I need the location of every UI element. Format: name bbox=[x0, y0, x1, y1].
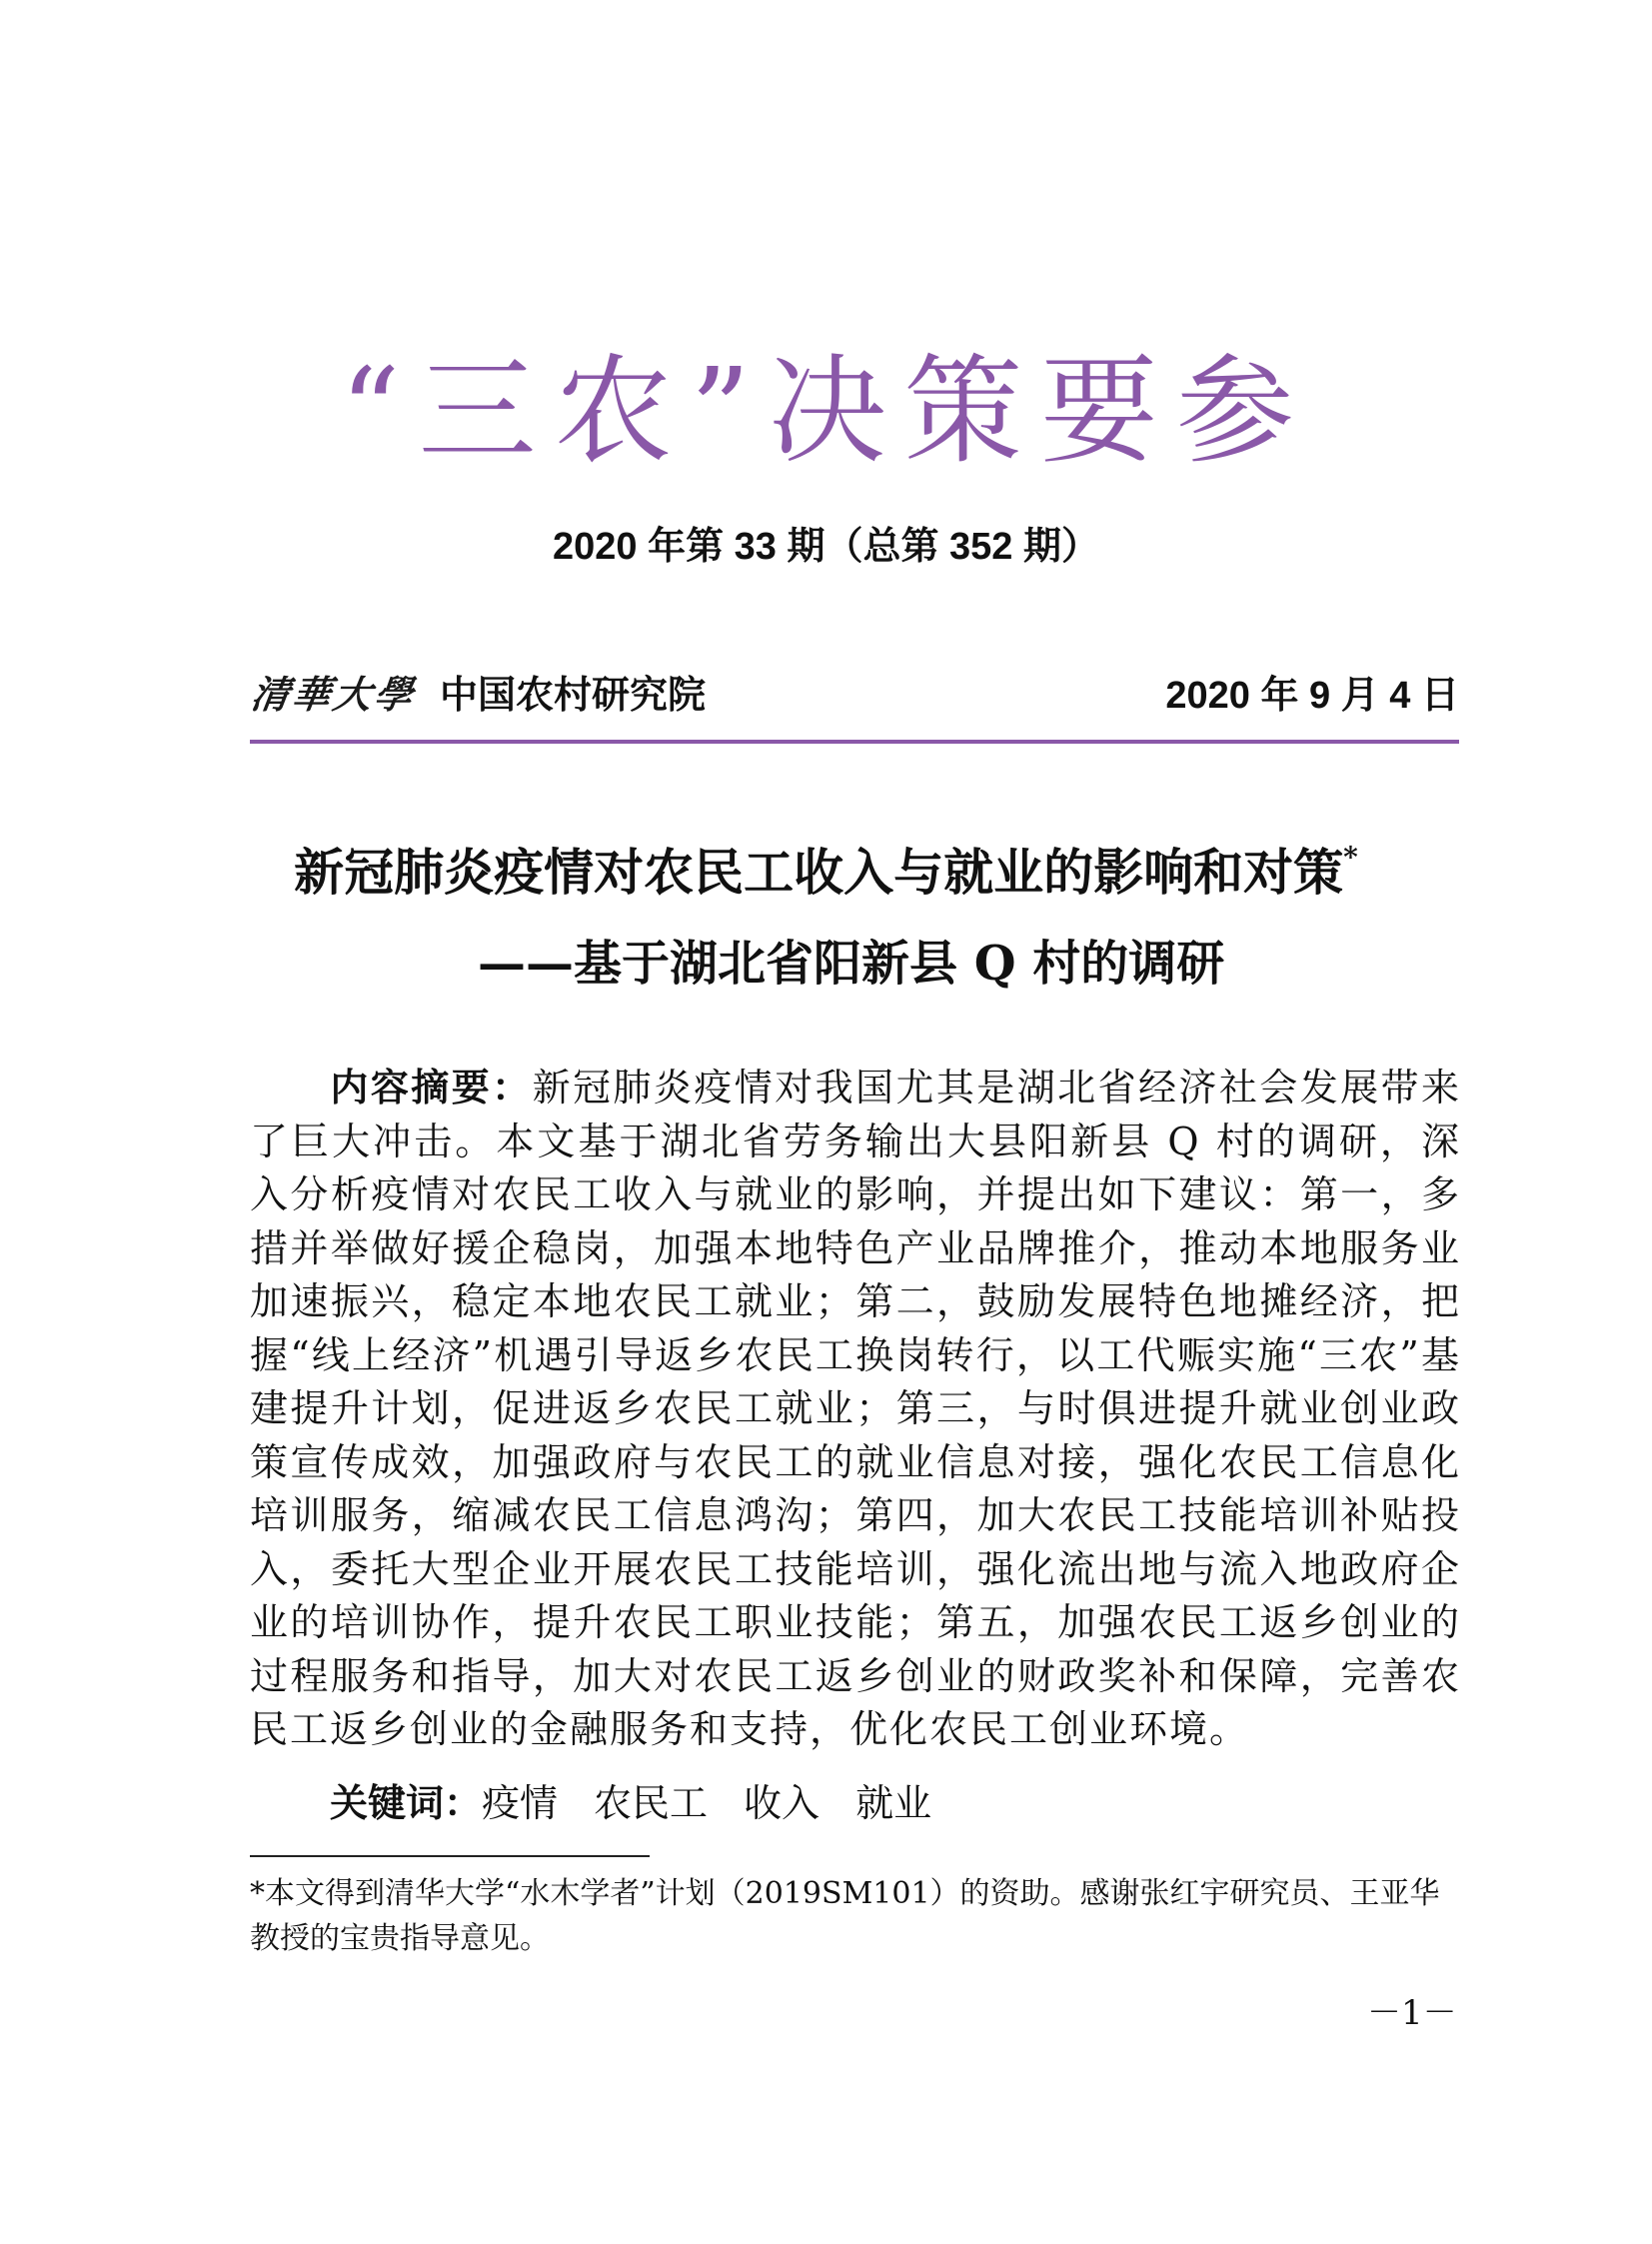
abstract-label: 内容摘要： bbox=[330, 1066, 533, 1110]
university-logo: 清華大學 bbox=[248, 671, 419, 717]
masthead-title: “三农”决策要参 bbox=[340, 342, 1312, 480]
keywords bbox=[330, 1777, 967, 1830]
footnote-divider bbox=[250, 1855, 650, 1857]
footnote: *本文得到清华大学“水木学者”计划（2019SM101）的资助。感谢张红宇研究员、王亚华教授的宝贵指导意见。 bbox=[250, 1876, 1440, 1956]
article-title bbox=[0, 841, 1652, 902]
page-number: －1－ bbox=[1367, 1993, 1457, 2033]
institution bbox=[248, 664, 707, 719]
publication-date: 2020 年 9 月 4 日 bbox=[1165, 674, 1459, 717]
keyword: 就业 bbox=[855, 1781, 932, 1825]
article-subtitle: ——基于湖北省阳新县 Q 村的调研 bbox=[478, 936, 1225, 992]
institution-name: 中国农村研究院 bbox=[440, 672, 707, 717]
header-divider bbox=[250, 740, 1459, 744]
keyword: 疫情 bbox=[482, 1781, 559, 1825]
title-footnote-marker: * bbox=[1343, 841, 1358, 874]
issue-number: 2020 年第 33 期（总第 352 期） bbox=[553, 526, 1099, 568]
keywords-label: 关键词： bbox=[330, 1781, 483, 1825]
institution-row bbox=[248, 664, 1459, 718]
keyword: 收入 bbox=[744, 1781, 821, 1825]
abstract bbox=[250, 1062, 1461, 1757]
abstract-text: 新冠肺炎疫情对我国尤其是湖北省经济社会发展带来了巨大冲击。本文基于湖北省劳务输出大县阳新县 Q 村的调研，深入分析疫情对农民工收入与就业的影响，并提出如下建议：第一，多措并举做好援企稳岗，加强本地特色产业品牌推介，推动本地服务业加速振兴，稳定本地农民工就业；第二，鼓励发展特色地摊经济，把握“线上经济”机遇引导返乡农民工换岗转行，以工代赈实施“三农”基建提升计划，促进返乡农民工就业；第三，与时俱进提升就业创业政策宣传成效，加强政府与农民工的就业信息对接，强化农民工信息化培训服务，缩减农民工信息鸿沟；第四，加大农民工技能培训补贴投入，委托大型企业开展农民工技能培训，强化流出地与流入地政府企业的培训协作，提升农民工职业技能；第五，加强农民工返乡创业的过程服务和指导，加大对农民工返乡创业的财政奖补和保障，完善农民工返乡创业的金融服务和支持，优化农民工创业环境。 bbox=[250, 1066, 1461, 1751]
keyword: 农民工 bbox=[594, 1781, 709, 1825]
article-title-text: 新冠肺炎疫情对农民工收入与就业的影响和对策 bbox=[294, 843, 1344, 902]
